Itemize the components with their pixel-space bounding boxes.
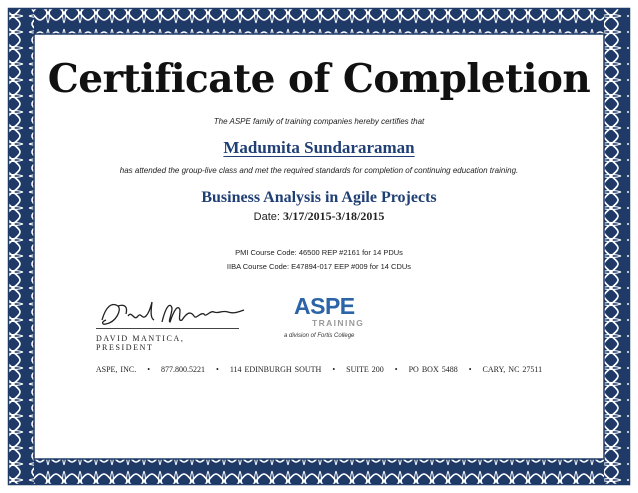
footer-separator: • (216, 365, 219, 374)
certificate-title: Certificate of Completion (47, 56, 591, 102)
pmi-course-code: PMI Course Code: 46500 REP #2161 for 14 PDUs (235, 248, 403, 257)
footer-separator: • (332, 365, 336, 374)
logo-division: a division of Fortis College (284, 333, 355, 339)
signature-line (96, 328, 239, 329)
logo-brand: ASPE (294, 293, 355, 319)
president-signature (98, 296, 248, 332)
footer-pobox: PO BOX 5488 (408, 365, 458, 374)
footer-phone: 877.800.5221 (161, 365, 206, 374)
date-label: Date: (253, 211, 280, 223)
course-title: Business Analysis in Agile Projects (201, 189, 437, 206)
intro-text: The ASPE family of training companies hereby certifies that (213, 117, 425, 126)
date-value: 3/17/2015-3/18/2015 (283, 209, 385, 223)
footer-company: ASPE, INC. (95, 365, 137, 374)
contact-footer (40, 365, 598, 374)
logo-training: TRAINING (312, 318, 365, 328)
course-date (40, 209, 598, 224)
completion-statement: has attended the group-live class and met the required standards for completion of continuing education training. (119, 166, 519, 175)
footer-suite: SUITE 200 (346, 365, 384, 374)
footer-city: CARY, NC 27511 (482, 365, 543, 374)
iiba-course-code: IIBA Course Code: E47894-017 EEP #009 for 14 CDUs (226, 262, 412, 271)
recipient-name: Madumita Sundararaman (223, 138, 415, 157)
footer-separator: • (394, 365, 398, 374)
signatory-name-title: DAVID MANTICA, PRESIDENT (96, 334, 185, 352)
footer-street: 114 EDINBURGH SOUTH (229, 365, 322, 374)
footer-separator: • (147, 365, 151, 374)
footer-separator: • (468, 365, 472, 374)
